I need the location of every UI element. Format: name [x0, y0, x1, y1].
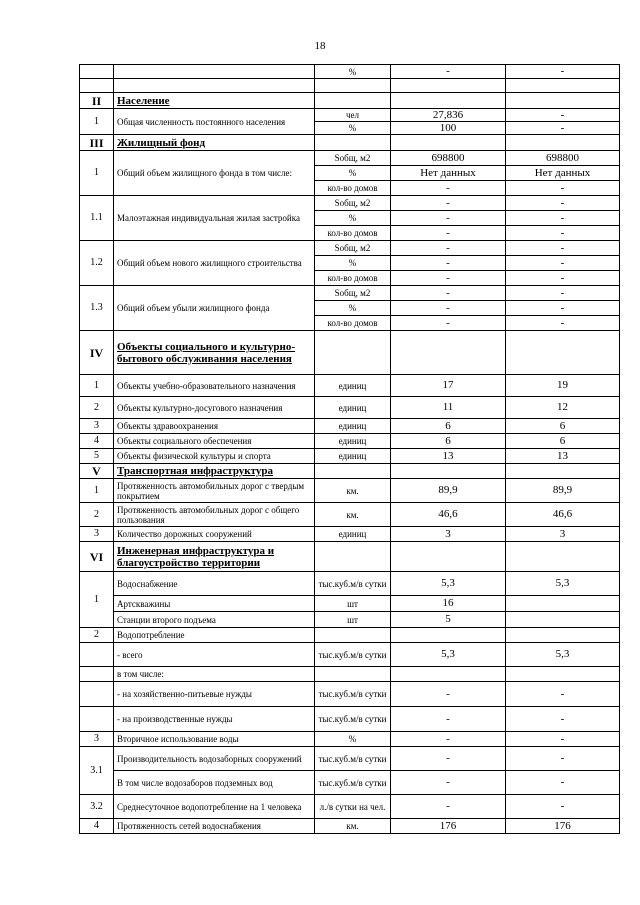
row-number: 1 — [80, 572, 114, 628]
row-number — [80, 643, 114, 667]
value-target: 3 — [506, 527, 620, 542]
indicator-name: Протяженность сетей водоснабжения — [114, 819, 315, 834]
value-current: - — [391, 795, 506, 819]
unit: единиц — [315, 375, 391, 397]
value-current: - — [391, 65, 506, 79]
row-number — [80, 65, 114, 79]
value-current: - — [391, 196, 506, 211]
row-number: 3 — [80, 732, 114, 747]
value-current: - — [391, 241, 506, 256]
table-row — [80, 667, 620, 682]
value-target: 19 — [506, 375, 620, 397]
section-title-text: Объекты социального и культурно-бытового обслуживания населения — [117, 340, 296, 365]
indicator-name: В том числе водозаборов подземных вод — [114, 771, 315, 795]
value-current: 5,3 — [391, 572, 506, 596]
value-current: - — [391, 271, 506, 286]
value-current: 3 — [391, 527, 506, 542]
table-row — [80, 628, 620, 643]
indicator-name — [114, 65, 315, 79]
indicator-name: Вторичное использование воды — [114, 732, 315, 747]
value-target: 12 — [506, 397, 620, 419]
empty-cell — [506, 135, 620, 151]
empty-cell — [391, 464, 506, 479]
section-number: II — [80, 93, 114, 109]
value-target: - — [506, 682, 620, 707]
value-current: 6 — [391, 434, 506, 449]
indicator-name: Объекты учебно-образовательного назначения — [114, 375, 315, 397]
unit: % — [315, 732, 391, 747]
value-current: - — [391, 256, 506, 271]
value-current: 27,836 — [391, 109, 506, 122]
value-target: 6 — [506, 434, 620, 449]
value-target: - — [506, 196, 620, 211]
section-header-row — [80, 464, 620, 479]
unit — [315, 667, 391, 682]
value-current: 46,6 — [391, 503, 506, 527]
value-target: - — [506, 795, 620, 819]
value-current: 6 — [391, 419, 506, 434]
empty-cell — [315, 542, 391, 572]
value-target: 6 — [506, 419, 620, 434]
unit: км. — [315, 479, 391, 503]
section-number: III — [80, 135, 114, 151]
row-number — [80, 667, 114, 682]
row-number — [80, 682, 114, 707]
row-number: 4 — [80, 434, 114, 449]
value-target — [506, 628, 620, 643]
unit: кол-во домов — [315, 181, 391, 196]
row-number: 4 — [80, 819, 114, 834]
unit: шт — [315, 596, 391, 612]
table-row — [80, 286, 620, 301]
table-row — [80, 503, 620, 527]
table-row — [80, 771, 620, 795]
indicator-name: - на хозяйственно-питьевые нужды — [114, 682, 315, 707]
value-current: - — [391, 181, 506, 196]
unit: кол-во домов — [315, 226, 391, 241]
value-current: 17 — [391, 375, 506, 397]
value-current: 5,3 — [391, 643, 506, 667]
indicator-name: Производительность водозаборных сооружений — [114, 747, 315, 771]
row-number: 1.3 — [80, 286, 114, 331]
section-title — [114, 93, 315, 109]
row-number: 3.2 — [80, 795, 114, 819]
unit: Sобщ, м2 — [315, 196, 391, 211]
value-current — [391, 79, 506, 93]
empty-cell — [391, 542, 506, 572]
unit: единиц — [315, 449, 391, 464]
value-target: - — [506, 181, 620, 196]
unit — [315, 79, 391, 93]
unit: % — [315, 211, 391, 226]
indicator-name: Объекты культурно-досугового назначения — [114, 397, 315, 419]
section-header-row — [80, 331, 620, 375]
value-target — [506, 79, 620, 93]
table-row — [80, 419, 620, 434]
value-current: 176 — [391, 819, 506, 834]
row-number: 2 — [80, 503, 114, 527]
indicator-name: Количество дорожных сооружений — [114, 527, 315, 542]
value-current: - — [391, 226, 506, 241]
section-number: IV — [80, 331, 114, 375]
value-target: - — [506, 707, 620, 732]
row-number: 5 — [80, 449, 114, 464]
indicator-name: Малоэтажная индивидуальная жилая застройка — [114, 196, 315, 241]
indicator-name: Общий объем нового жилищного строительства — [114, 241, 315, 286]
value-current: 5 — [391, 612, 506, 628]
section-title-text: Транспортная инфраструктура — [117, 465, 274, 477]
section-title-text: Население — [117, 94, 170, 107]
value-target — [506, 612, 620, 628]
indicator-name: Общая численность постоянного населения — [114, 109, 315, 135]
section-number: VI — [80, 542, 114, 572]
value-target: - — [506, 109, 620, 122]
indicator-name: Общий объем убыли жилищного фонда — [114, 286, 315, 331]
unit: % — [315, 166, 391, 181]
value-current: - — [391, 732, 506, 747]
value-target: 13 — [506, 449, 620, 464]
value-target: - — [506, 65, 620, 79]
value-current: 16 — [391, 596, 506, 612]
value-current: 11 — [391, 397, 506, 419]
empty-cell — [391, 331, 506, 375]
row-number — [80, 707, 114, 732]
value-target: - — [506, 241, 620, 256]
unit: тыс.куб.м/в сутки — [315, 572, 391, 596]
unit: л./в сутки на чел. — [315, 795, 391, 819]
row-number — [80, 79, 114, 93]
unit: Sобщ, м2 — [315, 241, 391, 256]
section-header-row — [80, 542, 620, 572]
indicator-name: Станции второго подъема — [114, 612, 315, 628]
value-target: Нет данных — [506, 166, 620, 181]
value-current: Нет данных — [391, 166, 506, 181]
value-target: - — [506, 301, 620, 316]
table-row — [80, 643, 620, 667]
row-number: 3 — [80, 419, 114, 434]
table-row — [80, 795, 620, 819]
table-row — [80, 79, 620, 93]
table-row — [80, 527, 620, 542]
indicator-name: Общий объем жилищного фонда в том числе: — [114, 151, 315, 196]
table-row — [80, 241, 620, 256]
indicator-name: - всего — [114, 643, 315, 667]
value-target: - — [506, 286, 620, 301]
unit: кол-во домов — [315, 316, 391, 331]
value-current: 100 — [391, 122, 506, 135]
value-current: 89,9 — [391, 479, 506, 503]
value-target: 5,3 — [506, 643, 620, 667]
empty-cell — [506, 93, 620, 109]
empty-cell — [391, 135, 506, 151]
value-current: - — [391, 301, 506, 316]
unit: % — [315, 301, 391, 316]
row-number: 2 — [80, 628, 114, 643]
table-row — [80, 479, 620, 503]
unit: единиц — [315, 527, 391, 542]
table-row — [80, 747, 620, 771]
value-target: - — [506, 732, 620, 747]
value-target: - — [506, 122, 620, 135]
empty-cell — [315, 135, 391, 151]
value-current — [391, 667, 506, 682]
table-row — [80, 397, 620, 419]
section-title-text: Жилищный фонд — [117, 136, 206, 149]
table-row — [80, 572, 620, 596]
indicator-name — [114, 79, 315, 93]
value-target: 46,6 — [506, 503, 620, 527]
table-row — [80, 449, 620, 464]
table-row — [80, 196, 620, 211]
value-target: 5,3 — [506, 572, 620, 596]
value-target — [506, 596, 620, 612]
empty-cell — [506, 464, 620, 479]
value-target: - — [506, 271, 620, 286]
unit: Sобщ, м2 — [315, 286, 391, 301]
unit: км. — [315, 819, 391, 834]
unit: чел — [315, 109, 391, 122]
value-target: - — [506, 256, 620, 271]
section-header-row — [80, 93, 620, 109]
unit: единиц — [315, 419, 391, 434]
value-target: 176 — [506, 819, 620, 834]
indicator-name: Протяженность автомобильных дорог с твердым покрытием — [114, 479, 315, 503]
table-row — [80, 682, 620, 707]
section-number: V — [80, 464, 114, 479]
indicator-name: Водоснабжение — [114, 572, 315, 596]
unit: тыс.куб.м/в сутки — [315, 643, 391, 667]
value-current: - — [391, 316, 506, 331]
value-target: - — [506, 211, 620, 226]
empty-cell — [315, 93, 391, 109]
table-row — [80, 707, 620, 732]
row-number: 3.1 — [80, 747, 114, 795]
indicator-name: в том числе: — [114, 667, 315, 682]
indicator-name: Объекты здравоохранения — [114, 419, 315, 434]
unit: тыс.куб.м/в сутки — [315, 747, 391, 771]
value-target: - — [506, 771, 620, 795]
empty-cell — [506, 331, 620, 375]
empty-cell — [315, 464, 391, 479]
value-current: - — [391, 682, 506, 707]
page-number: 18 — [314, 40, 326, 52]
indicators-table — [79, 64, 620, 834]
row-number: 1 — [80, 151, 114, 196]
indicator-name: Протяженность автомобильных дорог с общего пользования — [114, 503, 315, 527]
unit: тыс.куб.м/в сутки — [315, 682, 391, 707]
indicator-name: Объекты социального обеспечения — [114, 434, 315, 449]
row-number: 2 — [80, 397, 114, 419]
value-target: - — [506, 316, 620, 331]
unit: % — [315, 122, 391, 135]
row-number: 1 — [80, 375, 114, 397]
value-current: - — [391, 771, 506, 795]
table-row — [80, 819, 620, 834]
empty-cell — [315, 331, 391, 375]
unit: единиц — [315, 434, 391, 449]
row-number: 1 — [80, 109, 114, 135]
unit: км. — [315, 503, 391, 527]
table-row — [80, 732, 620, 747]
section-title-text: Инженерная инфраструктура и благоустройство территории — [117, 544, 275, 569]
unit: % — [315, 256, 391, 271]
unit: тыс.куб.м/в сутки — [315, 707, 391, 732]
value-target: - — [506, 226, 620, 241]
unit: кол-во домов — [315, 271, 391, 286]
empty-cell — [506, 542, 620, 572]
table-row — [80, 151, 620, 166]
unit: единиц — [315, 397, 391, 419]
row-number: 1.1 — [80, 196, 114, 241]
value-current: - — [391, 286, 506, 301]
indicator-name: Артскважины — [114, 596, 315, 612]
unit: тыс.куб.м/в сутки — [315, 771, 391, 795]
value-target: - — [506, 747, 620, 771]
unit: Sобщ, м2 — [315, 151, 391, 166]
table-row — [80, 375, 620, 397]
section-title — [114, 542, 315, 572]
value-current: - — [391, 707, 506, 732]
unit — [315, 628, 391, 643]
table-row — [80, 65, 620, 79]
section-title — [114, 464, 315, 479]
row-number: 3 — [80, 527, 114, 542]
section-title — [114, 135, 315, 151]
indicator-name: Водопотребление — [114, 628, 315, 643]
section-header-row — [80, 135, 620, 151]
value-target: 89,9 — [506, 479, 620, 503]
table-row — [80, 596, 620, 612]
indicator-name: Среднесуточное водопотребление на 1 человека — [114, 795, 315, 819]
indicator-name: Объекты физической культуры и спорта — [114, 449, 315, 464]
empty-cell — [391, 93, 506, 109]
row-number: 1 — [80, 479, 114, 503]
indicator-name: - на производственные нужды — [114, 707, 315, 732]
value-current: 698800 — [391, 151, 506, 166]
value-current: 13 — [391, 449, 506, 464]
row-number: 1.2 — [80, 241, 114, 286]
unit: % — [315, 65, 391, 79]
value-current: - — [391, 211, 506, 226]
unit: шт — [315, 612, 391, 628]
table-row — [80, 612, 620, 628]
value-target: 698800 — [506, 151, 620, 166]
section-title — [114, 331, 315, 375]
table-row — [80, 434, 620, 449]
value-current — [391, 628, 506, 643]
value-current: - — [391, 747, 506, 771]
value-target — [506, 667, 620, 682]
table-row — [80, 109, 620, 122]
